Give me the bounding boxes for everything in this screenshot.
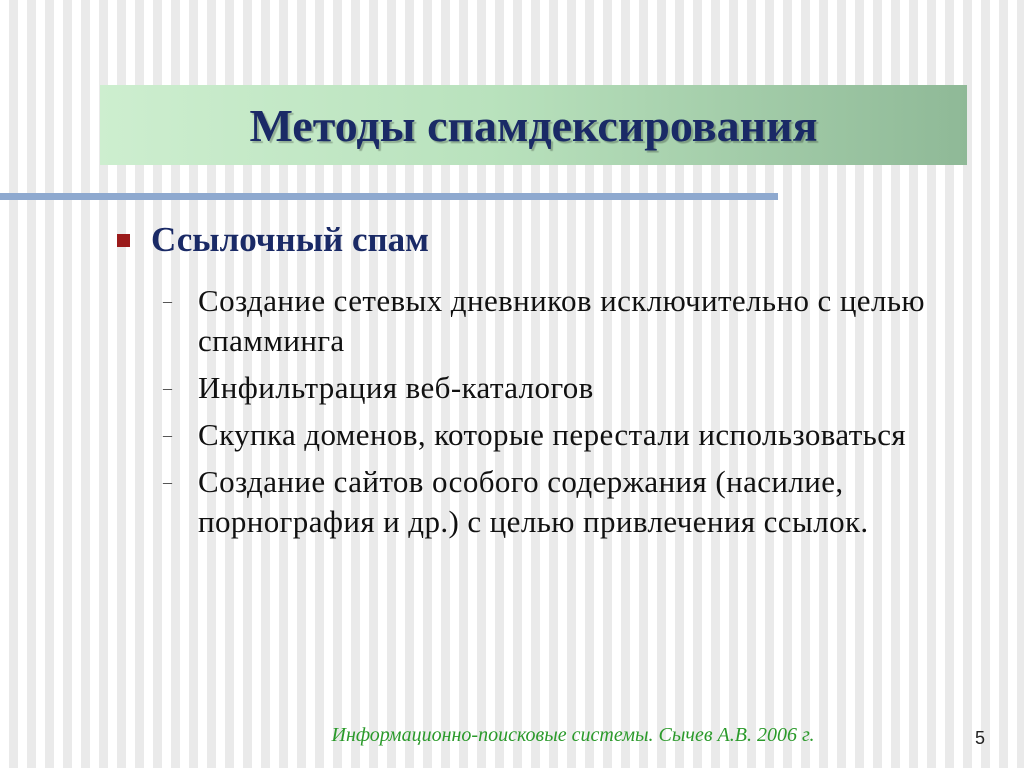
slide-title: Методы спамдексирования xyxy=(249,99,818,151)
title-banner xyxy=(100,85,967,165)
slide-footer: Информационно-поисковые системы. Сычев А.В. 2006 г. xyxy=(331,724,815,746)
page-number: 5 xyxy=(975,728,986,748)
main-bullet xyxy=(117,220,429,260)
dash-bullet-icon: – xyxy=(163,291,172,311)
title-divider xyxy=(0,193,778,200)
sub-bullet-text: Инфильтрация веб-каталогов xyxy=(198,370,594,405)
sub-bullet-text: Создание сетевых дневников исключительно с целью спамминга xyxy=(198,283,925,358)
list-item xyxy=(163,281,1003,361)
sub-bullet-list xyxy=(163,281,1003,549)
sub-bullet-text: Создание сайтов особого содержания (насилие, порнография и др.) с целью привлечения ссылок. xyxy=(198,464,869,539)
list-item xyxy=(163,368,1003,408)
main-bullet-text: Ссылочный спам xyxy=(151,220,429,259)
square-bullet-icon xyxy=(117,234,130,247)
list-item xyxy=(163,415,1003,455)
sub-bullet-text: Скупка доменов, которые перестали использоваться xyxy=(198,417,907,452)
dash-bullet-icon: – xyxy=(163,425,172,445)
list-item xyxy=(163,462,1003,542)
dash-bullet-icon: – xyxy=(163,472,172,492)
dash-bullet-icon: – xyxy=(163,378,172,398)
